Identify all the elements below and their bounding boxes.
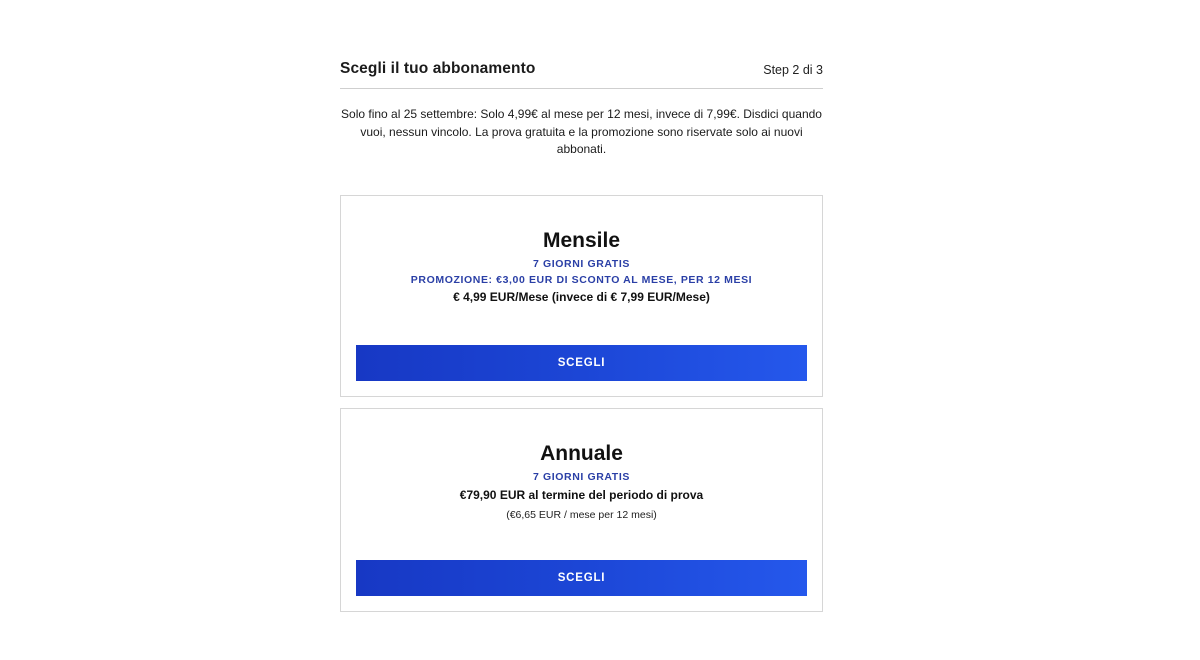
plan-name: Mensile (542, 229, 621, 252)
promo-description: Solo fino al 25 settembre: Solo 4,99€ al mese per 12 mesi, invece di 7,99€. Disdici quando vuoi, nessun vincolo. La prova gratuita e la promozione sono riservate solo ai nuovi abbonati. (341, 107, 822, 156)
plan-card-monthly (340, 195, 823, 397)
trial-label: 7 GIORNI GRATIS (533, 258, 630, 270)
page-title: Scegli il tuo abbonamento (340, 60, 536, 77)
trial-label: 7 GIORNI GRATIS (533, 471, 630, 483)
plan-price-note: (€6,65 EUR / mese per 12 mesi) (506, 509, 657, 521)
plan-price: €79,90 EUR al termine del periodo di prova (459, 488, 704, 502)
plan-card-annual (340, 408, 823, 612)
choose-annual-button[interactable]: SCEGLI (356, 560, 807, 596)
step-header (340, 58, 823, 89)
plan-price: € 4,99 EUR/Mese (invece di € 7,99 EUR/Mese) (453, 290, 710, 304)
plan-name: Annuale (540, 442, 623, 465)
choose-monthly-button[interactable]: SCEGLI (356, 345, 807, 381)
step-indicator: Step 2 di 3 (763, 63, 823, 77)
promotion-label: PROMOZIONE: €3,00 EUR DI SCONTO AL MESE, PER 12 MESI (410, 274, 753, 286)
